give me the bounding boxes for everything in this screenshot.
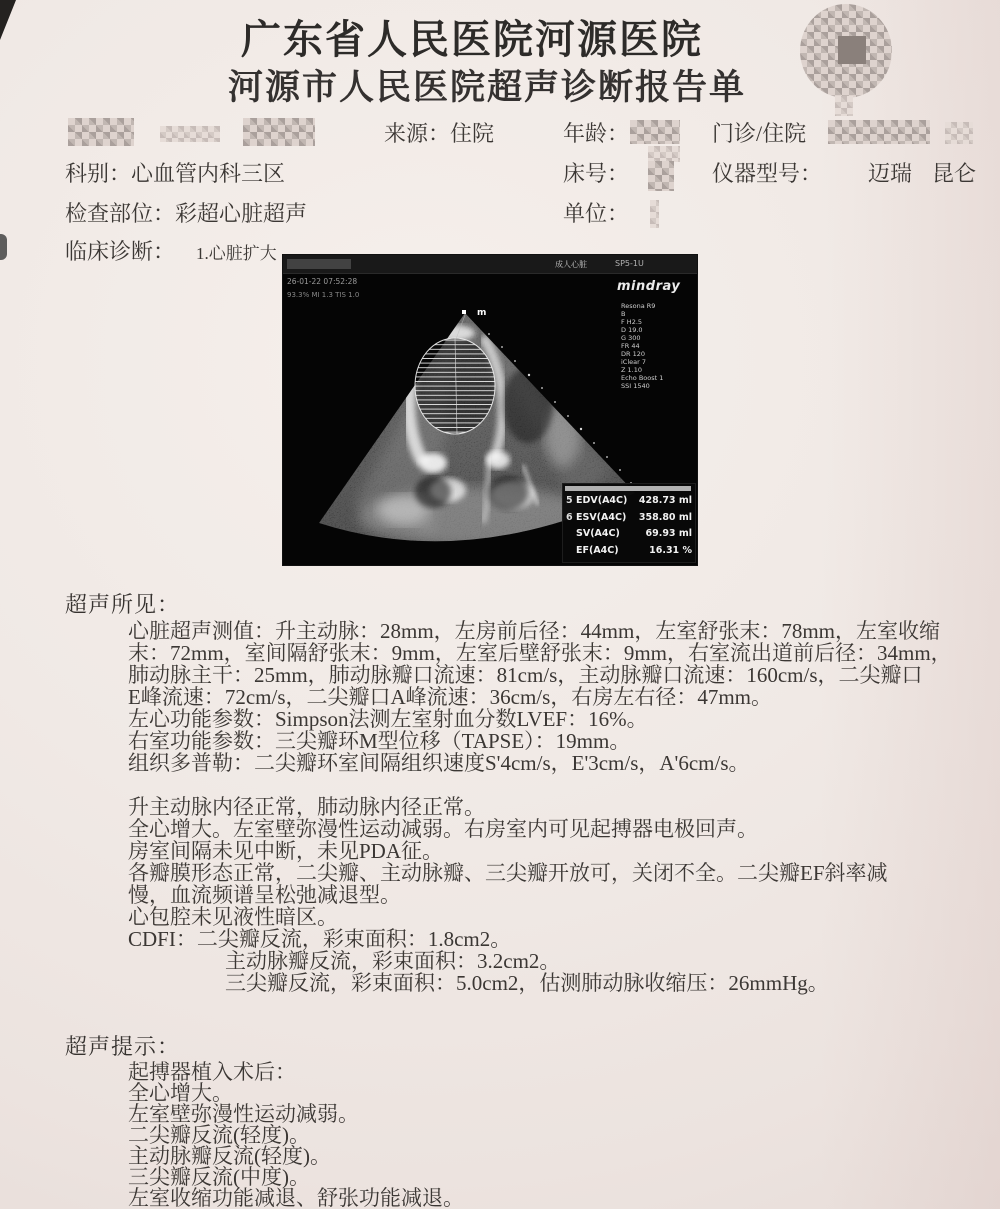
us-param-item: G 300 [621, 334, 641, 342]
report-line: 起搏器植入术后： [128, 1060, 296, 1084]
report-line: 组织多普勒：二尖瓣环室间隔组织速度S'4cm/s，E'3cm/s，A'6cm/s。 [128, 751, 750, 775]
measurement-label: EDV(A4C) [576, 495, 628, 506]
patient-name-redacted [68, 118, 134, 146]
report-line [128, 774, 952, 796]
us-param-item: D 19.0 [621, 326, 643, 334]
us-measurements [566, 493, 692, 559]
age-value-redacted-2 [648, 146, 680, 162]
diagnosis-label: 临床诊断： [65, 239, 176, 264]
measurement-row [566, 543, 692, 560]
department-value: 心血管内科三区 [131, 161, 286, 186]
device-brand: 迈瑞 [868, 161, 913, 186]
measurement-label: ESV(A4C) [576, 511, 627, 523]
unit-label: 单位： [563, 201, 630, 226]
us-param-item: iClear 7 [621, 358, 647, 366]
measurement-index: 6 [566, 511, 573, 523]
diagnosis-value: 1.心脏扩大 [196, 244, 277, 263]
source-value: 住院 [450, 121, 495, 146]
us-patient-id-redacted [287, 259, 351, 269]
report-line: 左心功能参数：Simpson法测左室射血分数LVEF：16%。 [128, 707, 648, 731]
report-line: 二尖瓣反流(轻度)。 [128, 1123, 310, 1147]
source-field [384, 117, 494, 148]
report-line: 心包腔未见液性暗区。 [128, 905, 338, 929]
mindray-logo: mindray [617, 279, 681, 294]
measurement-row [566, 526, 692, 543]
department-label: 科别： [65, 161, 132, 186]
report-line: 右室功能参数：三尖瓣环M型位移（TAPSE）：19mm。 [128, 729, 631, 753]
ultrasound-image [283, 255, 697, 565]
us-param-item: B [621, 310, 626, 318]
age-label: 年龄： [563, 121, 630, 146]
impression-heading: 超声提示： [65, 1034, 181, 1059]
report-line: CDFI：二尖瓣反流，彩束面积：1.8cm2。 [128, 927, 512, 951]
report-line: 左室收缩功能减退、舒张功能减退。 [128, 1186, 464, 1209]
patient-name-redacted-3 [243, 118, 315, 146]
impression-lines [128, 1062, 464, 1209]
us-measurement-topbar [565, 486, 691, 491]
report-line: 心脏超声测值：升主动脉：28mm，左房前后径：44mm，左室舒张末：78mm，左室收缩 [128, 619, 941, 643]
us-param-item: DR 120 [621, 350, 645, 358]
us-params [621, 302, 663, 390]
measurement-label: EF(A4C) [576, 544, 619, 556]
report-line: 慢，血流频谱呈松弛减退型。 [128, 883, 401, 907]
report-line: 三尖瓣反流，彩束面积：5.0cm2，估测肺动脉收缩压：26mmHg。 [225, 971, 829, 995]
stamp-center-redacted [838, 36, 866, 64]
bed-value-redacted [648, 161, 674, 191]
us-probe-label: SP5-1U [615, 259, 644, 268]
report-line: 左室壁弥漫性运动减弱。 [128, 1102, 359, 1126]
us-param-item: Echo Boost 1 [621, 374, 664, 382]
unit-value-redacted [650, 200, 659, 228]
report-line: 全心增大。左室壁弥漫性运动减弱。右房室内可见起搏器电极回声。 [128, 817, 758, 841]
report-line: 主动脉瓣反流，彩束面积：3.2cm2。 [225, 949, 561, 973]
patient-name-redacted-2 [160, 126, 220, 142]
us-param-item: Resona R9 [621, 302, 656, 310]
measurement-index: 5 [566, 495, 573, 506]
department-field [65, 157, 285, 188]
us-datetime: 26-01-22 07:52:28 [287, 277, 358, 286]
us-param-item: FR 44 [621, 342, 640, 350]
hospital-title: 广东省人民医院河源医院 [241, 17, 703, 62]
bed-label: 床号： [563, 161, 630, 186]
findings-lines [128, 620, 952, 994]
report-line: 末：72mm，室间隔舒张末：9mm，左室后壁舒张末：9mm，右室流出道前后径：34mm， [128, 641, 952, 665]
source-label: 来源： [384, 121, 451, 146]
report-line: E峰流速：72cm/s，二尖瓣口A峰流速：36cm/s，右房左右径：47mm。 [128, 685, 772, 709]
redacted-stamp [790, 0, 990, 135]
measurement-index [566, 526, 576, 543]
report-line: 三尖瓣反流(中度)。 [128, 1165, 310, 1189]
us-index-line: 93.3% MI 1.3 TIS 1.0 [287, 291, 360, 299]
report-line: 升主动脉内径正常，肺动脉内径正常。 [128, 795, 485, 819]
us-param-item: SSI 1540 [621, 382, 650, 390]
measurement-index [566, 543, 576, 560]
visit-number-label: 门诊/住院 [712, 121, 807, 146]
measurement-value: 16.31 % [649, 544, 692, 556]
stamp-tail-redacted [835, 96, 853, 116]
findings-heading: 超声所见： [65, 592, 181, 617]
report-title: 河源市人民医院超声诊断报告单 [227, 68, 747, 107]
report-line: 房室间隔未见中断，未见PDA征。 [128, 839, 444, 863]
apex-marker-dot [462, 310, 466, 314]
measurement-value: 428.73 ml [638, 495, 692, 506]
report-line: 各瓣膜形态正常，二尖瓣、主动脉瓣、三尖瓣开放可，关闭不全。二尖瓣EF斜率减 [128, 861, 888, 885]
report-line: 主动脉瓣反流(轻度)。 [128, 1144, 331, 1168]
measurement-value: 358.80 ml [638, 511, 692, 523]
exam-part-field [65, 197, 307, 228]
measurement-row [566, 493, 692, 510]
us-param-item: Z 1.10 [621, 366, 642, 374]
measurement-value: 69.93 ml [645, 528, 692, 539]
report-line: 肺动脉主干：25mm，肺动脉瓣口流速：81cm/s，主动脉瓣口流速：160cm/s，二尖瓣口 [128, 663, 923, 687]
visit-number-redacted-2 [945, 122, 973, 144]
us-param-item: F H2.5 [621, 318, 643, 326]
measurement-label: SV(A4C) [576, 528, 620, 539]
apex-marker-label: m [477, 308, 487, 318]
device-label: 仪器型号： [712, 161, 823, 186]
measurement-row [566, 510, 692, 527]
us-exam-preset: 成人心脏 [555, 260, 587, 269]
report-line: 全心增大。 [128, 1081, 233, 1105]
device-model: 昆仑 [932, 161, 977, 186]
age-value-redacted [630, 120, 680, 144]
scan-edge-artifact [0, 234, 7, 260]
us-measurement-box [562, 483, 696, 563]
scan-corner-artifact [0, 0, 16, 40]
exam-part-value: 彩超心脏超声 [175, 201, 308, 226]
visit-number-redacted [828, 120, 930, 144]
exam-part-label: 检查部位： [65, 201, 176, 226]
